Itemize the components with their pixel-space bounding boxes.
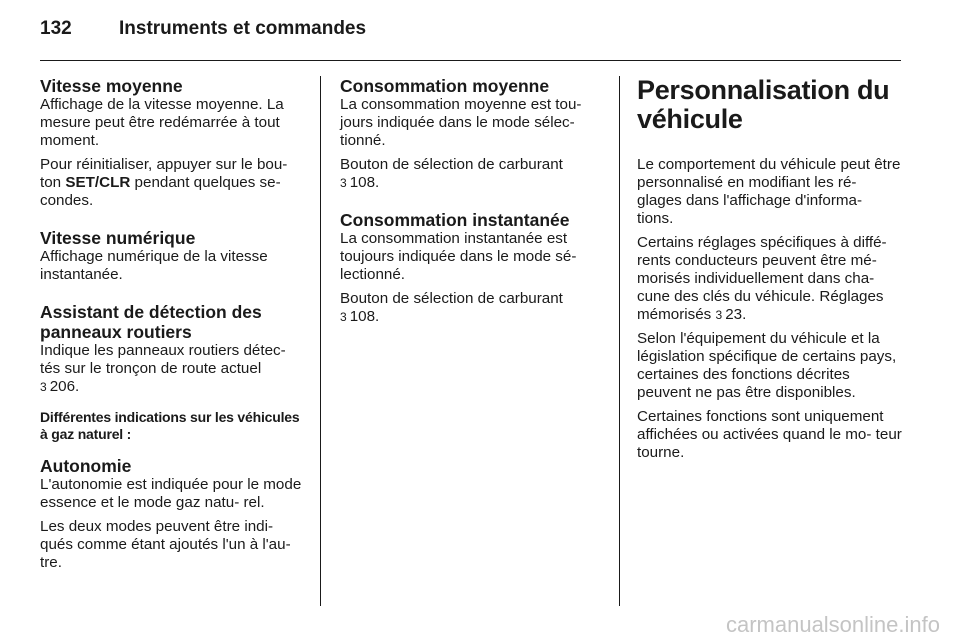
page-reference	[340, 174, 600, 192]
watermark: carmanualsonline.info	[725, 612, 940, 637]
column-3	[637, 76, 902, 462]
section-title-consommation-moyenne: Consommation moyenne	[340, 76, 550, 96]
reference-arrow-icon: 3	[340, 176, 347, 190]
paragraph: Certaines fonctions sont uniquement affichées ou activées quand le mo- teur tourne.	[637, 408, 902, 461]
paragraph-text: Pour réinitialiser, appuyer sur le bou- ton	[40, 156, 288, 191]
reference-arrow-icon: 3	[40, 380, 47, 394]
paragraph: Bouton de sélection de carburant	[340, 156, 563, 173]
main-title-personnalisation: Personnalisation du véhicule	[637, 75, 890, 134]
paragraph: Le comportement du véhicule peut être personnalisé en modifiant les ré- glages dans l'affichage d'informa- tions.	[637, 156, 901, 227]
paragraph-reglages	[637, 234, 902, 324]
reference-page: 108.	[349, 174, 380, 191]
section-title-assistant-panneaux: Assistant de détection des panneaux routiers	[40, 302, 262, 342]
reference-page: 206.	[49, 378, 80, 395]
reference-page: 23.	[725, 306, 747, 323]
page-reference	[40, 378, 310, 396]
paragraph: Affichage de la vitesse moyenne. La mesure peut être redémarrée à tout moment.	[40, 96, 284, 149]
reference-page: 108.	[349, 308, 380, 325]
paragraph-text: Certains réglages spécifiques à diffé- rents conducteurs peuvent être mé- morisés individuellement dans cha- cune des clés du véhicule. Réglages mémorisés	[637, 234, 887, 323]
paragraph: Les deux modes peuvent être indi- qués comme étant ajoutés l'un à l'au- tre.	[40, 518, 291, 571]
set-clr-button-label: SET/CLR	[65, 174, 131, 191]
column-divider	[619, 76, 620, 606]
subheading-gaz-naturel: Différentes indications sur les véhicules à gaz naturel :	[40, 409, 300, 442]
paragraph: Selon l'équipement du véhicule et la législation spécifique de certains pays, certaines des fonctions décrites peuvent ne pas être disponibles.	[637, 330, 897, 401]
paragraph-text: pendant quelques se- condes.	[40, 174, 281, 209]
paragraph: La consommation instantanée est toujours indiquée dans le mode sé- lectionné.	[340, 230, 577, 283]
paragraph: Affichage numérique de la vitesse instantanée.	[40, 248, 268, 283]
page-reference	[340, 308, 600, 326]
section-title-consommation-instantanee: Consommation instantanée	[340, 210, 570, 230]
reference-arrow-icon: 3	[715, 308, 723, 322]
page-number: 132	[40, 18, 72, 39]
column-1	[40, 76, 310, 572]
reference-arrow-icon: 3	[340, 310, 347, 324]
paragraph: La consommation moyenne est tou- jours indiquée dans le mode sélec- tionné.	[340, 96, 582, 149]
paragraph-reset	[40, 156, 310, 210]
chapter-title: Instruments et commandes	[119, 18, 367, 39]
header-rule	[40, 60, 901, 61]
paragraph: L'autonomie est indiquée pour le mode essence et le mode gaz natu- rel.	[40, 476, 302, 511]
paragraph: Indique les panneaux routiers détec- tés sur le tronçon de route actuel	[40, 342, 286, 377]
page-header	[40, 18, 900, 48]
paragraph: Bouton de sélection de carburant	[340, 290, 563, 307]
section-title-autonomie: Autonomie	[40, 456, 132, 476]
column-divider	[320, 76, 321, 606]
section-title-vitesse-moyenne: Vitesse moyenne	[40, 76, 183, 96]
column-2	[340, 76, 600, 326]
section-title-vitesse-numerique: Vitesse numérique	[40, 228, 196, 248]
